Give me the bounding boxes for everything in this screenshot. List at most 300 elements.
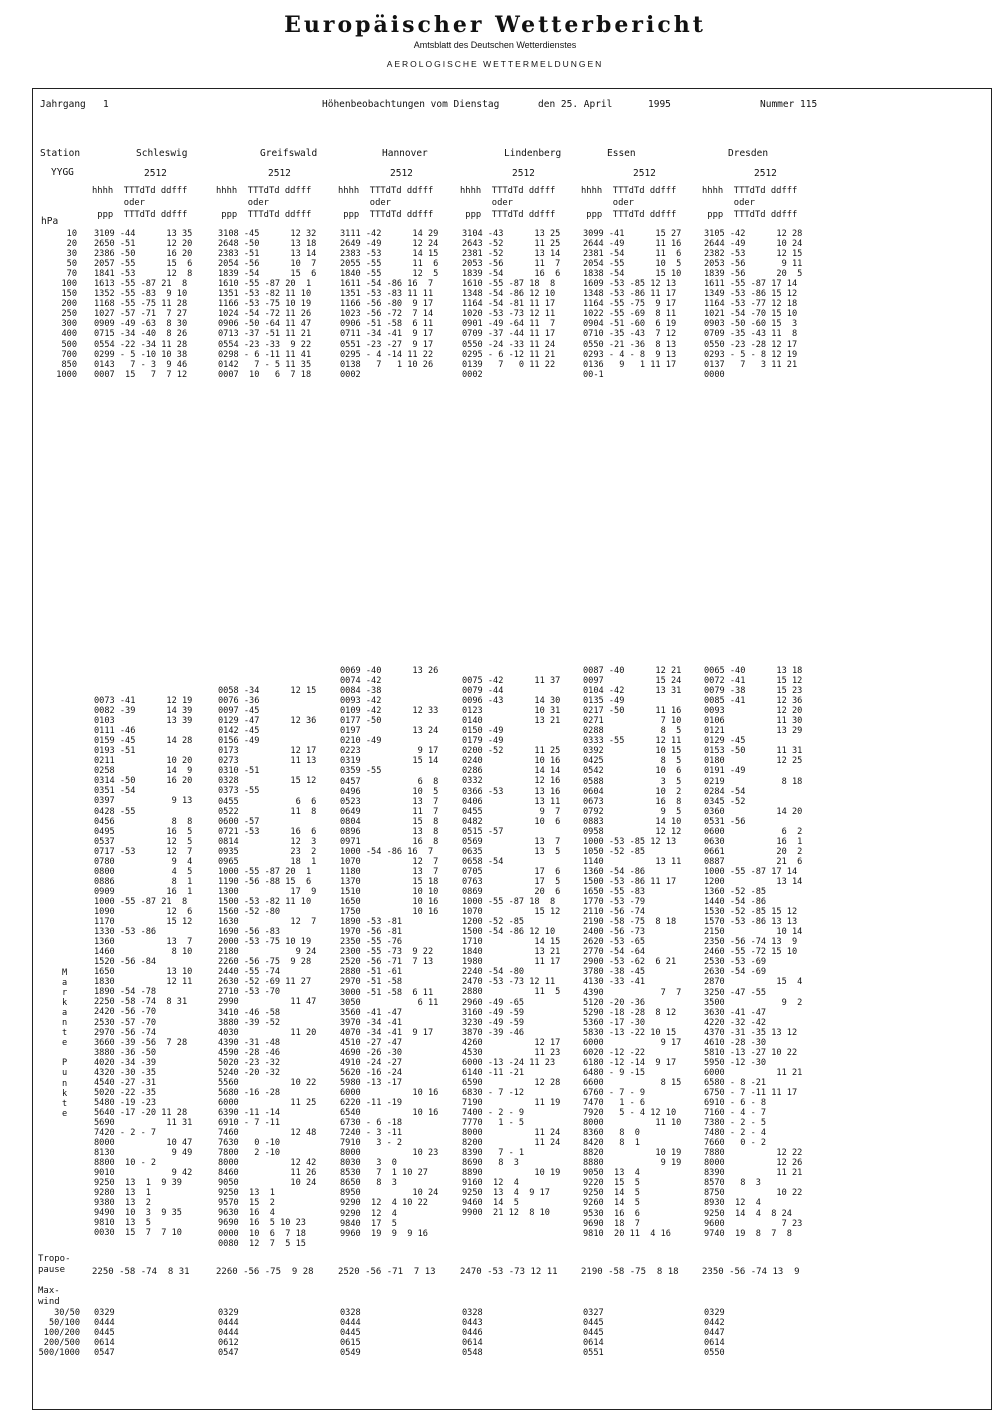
significant-level-row: 0360 14 20 bbox=[704, 806, 803, 817]
significant-level-row: 0179 -49 bbox=[462, 736, 504, 747]
significant-level-row: 0135 -49 bbox=[583, 696, 625, 707]
significant-level-row: 0495 16 5 bbox=[94, 826, 193, 837]
maxwind-row: 0612 bbox=[218, 1338, 239, 1349]
significant-level-row: 2970 -56 -74 bbox=[94, 1027, 157, 1038]
significant-level-row: 1370 15 18 bbox=[340, 876, 439, 887]
significant-level-row: 2240 -54 -80 bbox=[462, 967, 525, 978]
significant-level-row: 9220 15 5 bbox=[583, 1178, 640, 1189]
significant-level-row: 6600 8 15 bbox=[583, 1077, 682, 1088]
jahrgang-label: Jahrgang bbox=[40, 99, 86, 110]
significant-level-row: 9690 18 7 bbox=[583, 1218, 640, 1229]
standard-level-row: 2057 -55 15 6 bbox=[94, 259, 193, 270]
significant-level-row: 0397 9 13 bbox=[94, 796, 193, 807]
significant-level-row: 0000 10 6 7 18 bbox=[218, 1228, 306, 1239]
significant-level-row: 6220 -11 -19 bbox=[340, 1098, 403, 1109]
significant-level-row: 3880 -36 -50 bbox=[94, 1047, 157, 1058]
significant-level-row: 9010 9 42 bbox=[94, 1168, 193, 1179]
pressure-level: 150 bbox=[61, 289, 77, 300]
column-header: hhhh TTTdTd ddfff bbox=[216, 186, 312, 196]
standard-level-row: 0299 - 5 -10 10 38 bbox=[94, 349, 188, 360]
significant-level-row: 8030 3 0 bbox=[340, 1158, 397, 1169]
standard-level-row: 1023 -56 -72 7 14 bbox=[340, 309, 434, 320]
standard-level-row: 1022 -55 -69 8 11 bbox=[583, 309, 677, 320]
significant-level-row: 0097 -45 bbox=[218, 706, 260, 717]
maxwind-row: 0329 bbox=[218, 1308, 239, 1318]
maxwind-row: 0547 bbox=[218, 1348, 239, 1359]
nummer-value: 115 bbox=[800, 99, 818, 110]
maxwind-block bbox=[583, 1308, 604, 1358]
maxwind-row: 0327 bbox=[583, 1308, 604, 1318]
significant-level-row: 5640 -17 -20 11 28 bbox=[94, 1107, 188, 1118]
significant-level-row: 0129 -45 bbox=[704, 736, 746, 747]
significant-level-row: 1460 8 10 bbox=[94, 947, 193, 958]
significant-level-row: 2420 -56 -70 bbox=[94, 1007, 157, 1018]
maxwind-row: 0548 bbox=[462, 1348, 483, 1359]
significant-level-row: 2960 -49 -65 bbox=[462, 997, 525, 1008]
pressure-level: 70 bbox=[66, 269, 77, 280]
significant-level-row: 9260 14 5 bbox=[583, 1198, 640, 1209]
significant-level-row: 0406 13 11 bbox=[462, 796, 561, 807]
standard-level-row: 0709 -37 -44 11 17 bbox=[462, 329, 556, 340]
standard-level-row: 3104 -43 13 25 bbox=[462, 229, 561, 239]
significant-level-row: 5360 -17 -30 bbox=[583, 1017, 646, 1028]
significant-level-row: 1890 -54 -78 bbox=[94, 987, 157, 998]
significant-level-row: 0288 8 5 bbox=[583, 726, 682, 737]
significant-level-row: 8360 8 0 bbox=[583, 1128, 640, 1139]
significant-level-row: 2530 -57 -70 bbox=[94, 1017, 157, 1028]
standard-level-row: 2383 -51 13 14 bbox=[218, 249, 317, 260]
significant-level-row: 0273 11 13 bbox=[218, 756, 317, 767]
maxwind-row: 0550 bbox=[704, 1348, 725, 1359]
maxwind-label: Max- wind bbox=[38, 1286, 60, 1307]
station-yygg: 2512 bbox=[633, 168, 656, 179]
significant-level-row: 9490 10 3 9 35 bbox=[94, 1208, 182, 1219]
significant-level-row: 7160 - 4 - 7 bbox=[704, 1108, 767, 1119]
significant-level-row: 3050 6 11 bbox=[340, 997, 439, 1008]
significant-level-row: 8650 8 3 bbox=[340, 1178, 397, 1189]
maxwind-row: 0444 bbox=[340, 1318, 361, 1329]
significant-level-row: 0093 -42 bbox=[340, 696, 382, 707]
standard-level-row: 0293 - 5 - 8 12 19 bbox=[704, 349, 798, 360]
significant-level-row: 9810 20 11 4 16 bbox=[583, 1228, 671, 1239]
significant-level-row: 9280 13 1 bbox=[94, 1188, 151, 1199]
standard-levels-block bbox=[94, 229, 192, 380]
significant-level-row: 7920 5 - 4 12 10 bbox=[583, 1108, 677, 1119]
markante-punkte-label bbox=[62, 968, 67, 1119]
column-header: ppp TTTdTd ddfff bbox=[92, 210, 188, 220]
standard-level-row: 3109 -44 13 35 bbox=[94, 229, 193, 239]
standard-levels-block bbox=[462, 229, 560, 380]
significant-level-row: 2350 -56 -74 13 9 bbox=[704, 937, 798, 948]
significant-level-row: 0104 -42 13 31 bbox=[583, 686, 682, 697]
significant-level-row: 1170 15 12 bbox=[94, 917, 193, 928]
significant-level-row: 0588 3 5 bbox=[583, 776, 682, 787]
significant-level-row: 7240 - 3 -11 bbox=[340, 1128, 403, 1139]
standard-level-row: 1164 -55 -75 9 17 bbox=[583, 299, 677, 310]
significant-level-row: 0314 -50 16 20 bbox=[94, 776, 193, 787]
significant-level-row: 1510 10 10 bbox=[340, 887, 439, 898]
standard-level-row: 1838 -54 15 10 bbox=[583, 269, 682, 280]
significant-levels-block bbox=[94, 696, 192, 1239]
significant-level-row: 0140 13 21 bbox=[462, 716, 561, 727]
significant-level-row: 9250 14 5 bbox=[583, 1188, 640, 1199]
significant-level-row: 1200 13 14 bbox=[704, 876, 803, 887]
markante-letter: P bbox=[62, 1058, 68, 1069]
significant-level-row: 1000 -53 -85 12 13 bbox=[583, 836, 677, 847]
significant-level-row: 7420 - 2 - 7 bbox=[94, 1128, 157, 1139]
significant-level-row: 2880 -51 -61 bbox=[340, 967, 403, 978]
column-header: oder bbox=[216, 198, 269, 208]
significant-level-row: 1360 -52 -85 bbox=[704, 887, 767, 898]
significant-level-row: 0058 -34 12 15 bbox=[218, 686, 317, 696]
significant-level-row: 0792 9 5 bbox=[583, 806, 682, 817]
significant-level-row: 7880 12 22 bbox=[704, 1148, 803, 1159]
significant-level-row: 0286 14 14 bbox=[462, 766, 561, 777]
pressure-level: 850 bbox=[61, 359, 77, 370]
significant-level-row: 0366 -53 13 16 bbox=[462, 786, 561, 797]
standard-level-row: 0906 -51 -58 6 11 bbox=[340, 319, 434, 330]
standard-level-row: 1024 -54 -72 11 26 bbox=[218, 309, 312, 320]
publication-subtitle: Amtsblatt des Deutschen Wetterdienstes bbox=[413, 40, 577, 50]
standard-level-row: 2053 -56 9 11 bbox=[704, 259, 803, 270]
significant-level-row: 3870 -39 -46 bbox=[462, 1027, 525, 1038]
column-header: oder bbox=[460, 198, 513, 208]
significant-level-row: 0210 -49 bbox=[340, 736, 382, 747]
standard-level-row: 0711 -34 -41 9 17 bbox=[340, 329, 434, 340]
standard-levels-block bbox=[704, 229, 802, 380]
significant-level-row: 0319 15 14 bbox=[340, 756, 439, 767]
significant-level-row: 1980 11 17 bbox=[462, 957, 561, 968]
maxwind-row: 0445 bbox=[583, 1318, 604, 1329]
pressure-level: 250 bbox=[61, 309, 77, 320]
standard-level-row: 3099 -41 15 27 bbox=[583, 229, 682, 239]
significant-level-row: 0604 10 2 bbox=[583, 786, 682, 797]
markante-letter: e bbox=[62, 1108, 68, 1119]
significant-level-row: 3560 -41 -47 bbox=[340, 1007, 403, 1018]
significant-level-row: 0153 -50 11 31 bbox=[704, 746, 803, 757]
significant-level-row: 6180 -12 -14 9 17 bbox=[583, 1057, 677, 1068]
significant-level-row: 0180 12 25 bbox=[704, 756, 803, 767]
significant-level-row: 2970 -51 -58 bbox=[340, 977, 403, 988]
nummer-label: Nummer bbox=[760, 99, 795, 110]
station-name: Schleswig bbox=[136, 148, 188, 159]
significant-level-row: 4320 -30 -35 bbox=[94, 1067, 157, 1078]
significant-level-row: 2400 -56 -73 bbox=[583, 927, 646, 938]
markante-letter: n bbox=[62, 1078, 68, 1089]
significant-level-row: 2470 -53 -73 12 11 bbox=[462, 977, 556, 988]
pressure-level: 200 bbox=[61, 299, 77, 310]
standard-level-row: 3111 -42 14 29 bbox=[340, 229, 439, 239]
masthead bbox=[0, 12, 1000, 69]
markante-letter: a bbox=[62, 978, 68, 989]
maxwind-block bbox=[218, 1308, 239, 1358]
significant-level-row: 0080 12 7 5 15 bbox=[218, 1238, 306, 1249]
significant-level-row: 0569 13 7 bbox=[462, 836, 561, 847]
standard-level-row: 0293 - 4 - 8 9 13 bbox=[583, 349, 677, 360]
significant-level-row: 5560 10 22 bbox=[218, 1077, 317, 1088]
significant-level-row: 1360 13 7 bbox=[94, 937, 193, 948]
significant-level-row: 7800 2 -10 bbox=[218, 1148, 281, 1159]
pressure-level: 10 bbox=[66, 229, 77, 239]
significant-level-row: 0971 16 8 bbox=[340, 836, 439, 847]
standard-level-row: 2650 -51 12 20 bbox=[94, 239, 193, 250]
significant-level-row: 1890 -53 -81 bbox=[340, 917, 403, 928]
significant-level-row: 8530 7 1 10 27 bbox=[340, 1168, 428, 1179]
significant-level-row: 0223 9 17 bbox=[340, 746, 439, 757]
station-yygg: 2512 bbox=[512, 168, 535, 179]
significant-level-row: 0173 12 17 bbox=[218, 746, 317, 757]
standard-level-row: 0550 -21 -36 8 13 bbox=[583, 339, 677, 350]
standard-level-row: 2054 -55 10 5 bbox=[583, 259, 682, 270]
significant-level-row: 5830 -13 -22 10 15 bbox=[583, 1027, 677, 1038]
standard-level-row: 0909 -49 -63 8 30 bbox=[94, 319, 188, 330]
significant-level-row: 2110 -56 -74 bbox=[583, 907, 646, 918]
maxwind-level: 50/100 bbox=[48, 1318, 80, 1329]
significant-level-row: 8930 12 4 bbox=[704, 1198, 761, 1209]
significant-level-row: 1000 -54 -86 16 7 bbox=[340, 846, 434, 857]
pressure-level: 20 bbox=[66, 239, 77, 250]
significant-level-row: 0087 -40 12 21 bbox=[583, 666, 682, 676]
significant-level-row: 0097 15 24 bbox=[583, 676, 682, 687]
significant-level-row: 8000 11 10 bbox=[583, 1118, 682, 1129]
significant-level-row: 0531 -56 bbox=[704, 816, 746, 827]
significant-level-row: 1570 -53 -86 13 13 bbox=[704, 917, 798, 928]
significant-level-row: 0630 16 1 bbox=[704, 836, 803, 847]
significant-level-row: 0883 14 10 bbox=[583, 816, 682, 827]
significant-level-row: 1830 12 11 bbox=[94, 977, 193, 988]
significant-level-row: 1750 10 16 bbox=[340, 907, 439, 918]
significant-level-row: 0075 -42 11 37 bbox=[462, 676, 561, 686]
significant-level-row: 7910 3 - 2 bbox=[340, 1138, 403, 1149]
publication-title: Europäischer Wetterbericht bbox=[284, 12, 706, 38]
column-header: oder bbox=[581, 198, 634, 208]
significant-level-row: 4030 11 20 bbox=[218, 1027, 317, 1038]
significant-level-row: 2250 -58 -74 8 31 bbox=[94, 997, 188, 1008]
significant-level-row: 5810 -13 -27 10 22 bbox=[704, 1047, 798, 1058]
maxwind-level-axis bbox=[32, 1308, 80, 1358]
significant-level-row: 8890 10 19 bbox=[462, 1168, 561, 1179]
significant-level-row: 1140 13 11 bbox=[583, 856, 682, 867]
column-header: oder bbox=[702, 198, 755, 208]
significant-level-row: 5950 -12 -30 bbox=[704, 1057, 767, 1068]
significant-level-row: 0177 -50 bbox=[340, 716, 382, 727]
markante-letter: k bbox=[62, 1088, 68, 1099]
significant-level-row: 0069 -40 13 26 bbox=[340, 666, 439, 676]
significant-levels-block bbox=[340, 666, 438, 1239]
standard-level-row: 0715 -34 -40 8 26 bbox=[94, 329, 188, 340]
significant-level-row: 0191 -49 bbox=[704, 766, 746, 777]
station-yygg: 2512 bbox=[390, 168, 413, 179]
significant-level-row: 4390 -31 -48 bbox=[218, 1037, 281, 1048]
standard-level-row: 2381 -54 11 6 bbox=[583, 249, 682, 260]
significant-level-row: 0258 14 9 bbox=[94, 766, 193, 777]
maxwind-row: 0444 bbox=[218, 1328, 239, 1339]
significant-level-row: 3230 -49 -59 bbox=[462, 1017, 525, 1028]
standard-level-row: 1610 -55 -87 20 1 bbox=[218, 279, 312, 290]
significant-level-row: 7480 - 2 - 4 bbox=[704, 1128, 767, 1139]
maxwind-row: 0446 bbox=[462, 1328, 483, 1339]
significant-level-row: 8000 12 26 bbox=[704, 1158, 803, 1169]
maxwind-row: 0614 bbox=[583, 1338, 604, 1349]
standard-level-row: 2053 -56 11 7 bbox=[462, 259, 561, 270]
significant-level-row: 0065 -40 13 18 bbox=[704, 666, 803, 676]
significant-level-row: 0111 -46 bbox=[94, 726, 136, 737]
standard-level-row: 1349 -53 -86 15 12 bbox=[704, 289, 798, 300]
standard-level-row: 2381 -52 13 14 bbox=[462, 249, 561, 260]
headline-year: 1995 bbox=[648, 99, 671, 110]
significant-level-row: 5240 -20 -32 bbox=[218, 1067, 281, 1078]
significant-level-row: 1070 15 12 bbox=[462, 907, 561, 918]
standard-level-row: 2649 -49 12 24 bbox=[340, 239, 439, 250]
markante-letter: n bbox=[62, 1018, 68, 1029]
significant-level-row: 1300 17 9 bbox=[218, 886, 317, 897]
standard-level-row: 2382 -53 12 15 bbox=[704, 249, 803, 260]
standard-level-row: 1021 -54 -70 15 10 bbox=[704, 309, 798, 320]
standard-level-row: 1348 -54 -86 12 10 bbox=[462, 289, 556, 300]
maxwind-level: 30/50 bbox=[54, 1308, 80, 1318]
significant-level-row: 4510 -27 -47 bbox=[340, 1037, 403, 1048]
significant-level-row: 0197 13 24 bbox=[340, 726, 439, 737]
significant-level-row: 0074 -42 bbox=[340, 676, 382, 687]
significant-level-row: 6540 10 16 bbox=[340, 1108, 439, 1119]
significant-level-row: 0804 15 8 bbox=[340, 816, 439, 827]
headline-description: Höhenbeobachtungen vom Dienstag bbox=[322, 99, 500, 110]
significant-level-row: 7660 0 - 2 bbox=[704, 1138, 767, 1149]
significant-level-row: 1000 -55 -87 20 1 bbox=[218, 866, 312, 877]
significant-level-row: 8000 10 47 bbox=[94, 1138, 193, 1149]
markante-letter: M bbox=[62, 968, 68, 978]
column-header: ppp TTTdTd ddfff bbox=[702, 210, 798, 220]
standard-level-row: 0901 -49 -64 11 7 bbox=[462, 319, 556, 330]
standard-level-row: 1841 -53 12 8 bbox=[94, 269, 193, 280]
significant-level-row: 6140 -11 -21 bbox=[462, 1067, 525, 1078]
significant-level-row: 0800 4 5 bbox=[94, 866, 193, 877]
significant-level-row: 7470 1 - 6 bbox=[583, 1098, 646, 1109]
significant-level-row: 0123 10 31 bbox=[462, 706, 561, 717]
standard-level-row: 1840 -55 12 5 bbox=[340, 269, 439, 280]
significant-level-row: 1650 -55 -83 bbox=[583, 887, 646, 898]
significant-level-row: 9250 13 4 9 17 bbox=[462, 1188, 550, 1199]
significant-level-row: 1500 -53 -82 11 10 bbox=[218, 896, 312, 907]
significant-level-row: 6910 - 7 -11 bbox=[218, 1118, 281, 1129]
significant-levels-block bbox=[704, 666, 802, 1239]
significant-level-row: 2000 -53 -75 10 19 bbox=[218, 937, 312, 948]
column-header: oder bbox=[92, 198, 145, 208]
pressure-level-axis bbox=[32, 229, 77, 380]
significant-level-row: 7770 1 - 5 bbox=[462, 1118, 525, 1129]
significant-level-row: 0328 15 12 bbox=[218, 776, 317, 787]
tropopause-row: 2470 -53 -73 12 11 bbox=[460, 1267, 558, 1277]
significant-level-row: 0600 6 2 bbox=[704, 826, 803, 837]
station-name: Hannover bbox=[382, 148, 428, 159]
significant-level-row: 6000 11 21 bbox=[704, 1067, 803, 1078]
significant-level-row: 0537 12 5 bbox=[94, 836, 193, 847]
significant-level-row: 1090 12 6 bbox=[94, 906, 193, 917]
pressure-level: 30 bbox=[66, 249, 77, 260]
significant-level-row: 9840 17 5 bbox=[340, 1218, 397, 1229]
significant-level-row: 6750 - 7 -11 11 17 bbox=[704, 1087, 798, 1098]
standard-level-row: 2055 -55 11 6 bbox=[340, 259, 439, 270]
significant-level-row: 6580 - 8 -21 bbox=[704, 1077, 767, 1088]
station-yygg: 2512 bbox=[754, 168, 777, 179]
significant-level-row: 2630 -52 -69 11 27 bbox=[218, 977, 312, 988]
significant-level-row: 2900 -53 -62 6 21 bbox=[583, 957, 677, 968]
significant-level-row: 4260 12 17 bbox=[462, 1037, 561, 1048]
standard-level-row: 1166 -53 -75 10 19 bbox=[218, 299, 312, 310]
significant-level-row: 0073 -41 12 19 bbox=[94, 696, 193, 706]
significant-level-row: 2150 10 14 bbox=[704, 927, 803, 938]
maxwind-row: 0614 bbox=[94, 1338, 115, 1349]
pressure-level: 100 bbox=[61, 279, 77, 290]
significant-level-row: 2460 -55 -72 15 10 bbox=[704, 947, 798, 958]
significant-level-row: 6020 -12 -22 bbox=[583, 1047, 646, 1058]
station-name: Lindenberg bbox=[504, 148, 562, 159]
significant-level-row: 9290 12 4 10 22 bbox=[340, 1198, 428, 1209]
significant-level-row: 2630 -54 -69 bbox=[704, 967, 767, 978]
maxwind-block bbox=[340, 1308, 361, 1358]
column-header: ppp TTTdTd ddfff bbox=[460, 210, 556, 220]
significant-level-row: 0909 16 1 bbox=[94, 886, 193, 897]
standard-level-row: 0903 -50 -60 15 3 bbox=[704, 319, 798, 330]
significant-level-row: 8690 8 3 bbox=[462, 1158, 519, 1169]
standard-level-row: 0138 7 1 10 26 bbox=[340, 359, 434, 370]
significant-level-row: 1840 13 21 bbox=[462, 947, 561, 958]
standard-level-row: 1839 -56 20 5 bbox=[704, 269, 803, 280]
standard-level-row: 2644 -49 10 24 bbox=[704, 239, 803, 250]
significant-level-row: 6910 - 6 - 8 bbox=[704, 1098, 767, 1109]
significant-level-row: 3880 -39 -52 bbox=[218, 1017, 281, 1028]
maxwind-row: 0551 bbox=[583, 1348, 604, 1359]
significant-level-row: 0886 8 1 bbox=[94, 876, 193, 887]
significant-level-row: 0106 11 30 bbox=[704, 716, 803, 727]
significant-level-row: 9460 14 5 bbox=[462, 1198, 519, 1209]
standard-level-row: 0550 -24 -33 11 24 bbox=[462, 339, 556, 350]
maxwind-row: 0444 bbox=[94, 1318, 115, 1329]
standard-levels-block bbox=[340, 229, 438, 380]
significant-level-row: 4020 -34 -39 bbox=[94, 1057, 157, 1068]
maxwind-level: 200/500 bbox=[43, 1338, 80, 1349]
significant-level-row: 4690 -26 -30 bbox=[340, 1047, 403, 1058]
significant-level-row: 0455 9 7 bbox=[462, 806, 561, 817]
significant-level-row: 0345 -52 bbox=[704, 796, 746, 807]
significant-level-row: 0109 -42 12 33 bbox=[340, 706, 439, 717]
significant-level-row: 2190 -58 -75 8 18 bbox=[583, 917, 677, 928]
standard-level-row: 0710 -35 -43 7 12 bbox=[583, 329, 677, 340]
maxwind-block bbox=[94, 1308, 115, 1358]
significant-level-row: 4070 -34 -41 9 17 bbox=[340, 1027, 434, 1038]
significant-level-row: 8570 8 3 bbox=[704, 1178, 761, 1189]
significant-level-row: 0085 -41 12 36 bbox=[704, 696, 803, 707]
standard-level-row: 0143 7 - 3 9 46 bbox=[94, 359, 188, 370]
significant-level-row: 5120 -20 -36 bbox=[583, 997, 646, 1008]
markante-letter: a bbox=[62, 1008, 68, 1019]
tropopause-row: 2260 -56 -75 9 28 bbox=[216, 1267, 314, 1277]
standard-level-row: 1610 -55 -87 18 8 bbox=[462, 279, 556, 290]
significant-level-row: 0392 10 15 bbox=[583, 746, 682, 757]
significant-level-row: 1360 -54 -86 bbox=[583, 866, 646, 877]
significant-level-row: 4590 -28 -46 bbox=[218, 1047, 281, 1058]
significant-level-row: 9570 15 2 bbox=[218, 1198, 275, 1209]
significant-level-row: 9600 7 23 bbox=[704, 1218, 803, 1229]
significant-level-row: 9250 13 1 bbox=[218, 1188, 275, 1199]
hpa-label: hPa bbox=[41, 216, 59, 227]
significant-level-row: 0958 12 12 bbox=[583, 826, 682, 837]
significant-level-row: 3630 -41 -47 bbox=[704, 1007, 767, 1018]
markante-letter: e bbox=[62, 1038, 68, 1049]
significant-level-row: 0200 -52 11 25 bbox=[462, 746, 561, 757]
markante-letter: r bbox=[62, 988, 68, 999]
significant-level-row: 0373 -55 bbox=[218, 786, 260, 797]
